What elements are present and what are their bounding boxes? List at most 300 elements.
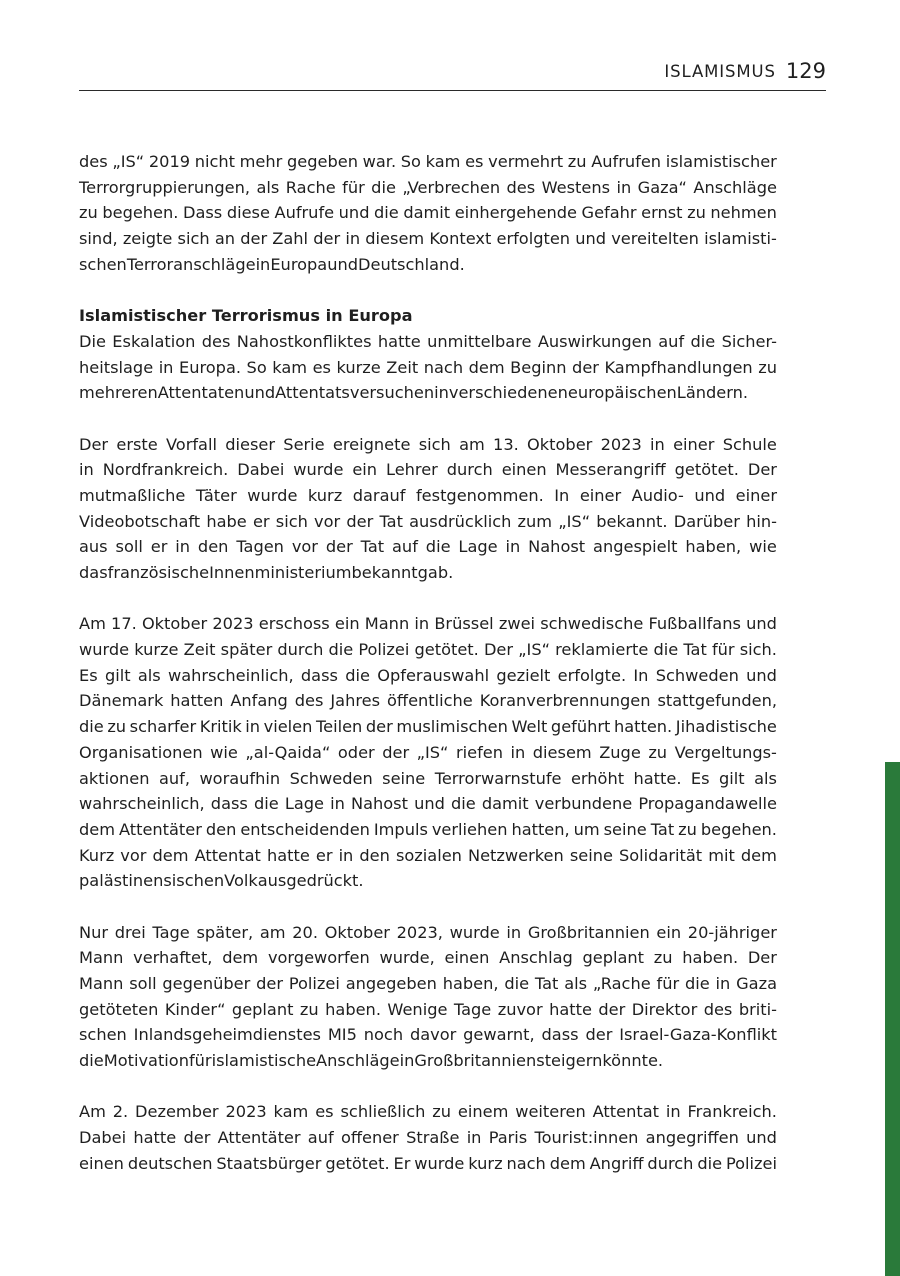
word: es — [312, 357, 331, 377]
text-line — [79, 200, 777, 226]
word: mehr — [239, 152, 283, 171]
word: am — [459, 434, 485, 454]
word: des — [201, 331, 231, 351]
word: Mann — [79, 974, 124, 993]
word: hatte — [266, 845, 310, 865]
word: soll — [129, 974, 157, 993]
word: Dezember — [135, 1102, 219, 1122]
word: könnte. — [602, 1051, 664, 1071]
word: Lage — [284, 794, 324, 814]
word: Schweden — [289, 768, 373, 788]
word: kurze — [336, 357, 381, 377]
word: Europa — [270, 254, 328, 274]
word: Nur — [79, 922, 109, 942]
word: und — [244, 383, 276, 403]
word: Polizei — [725, 1153, 777, 1173]
word: Staatsbürger — [216, 1153, 322, 1173]
word: dass — [300, 665, 338, 685]
word: in — [175, 537, 191, 557]
word: Tage — [152, 922, 190, 942]
word: das — [79, 563, 108, 582]
word: bekannt — [351, 563, 418, 582]
word: er — [252, 511, 270, 531]
word: der — [598, 999, 626, 1019]
word: wurde — [449, 922, 500, 942]
word: Kritik — [199, 717, 242, 737]
word: des — [294, 691, 324, 711]
word: Videobotschaft — [79, 511, 201, 531]
word: „Verbrechen — [402, 177, 501, 197]
word: wurde — [414, 1153, 465, 1173]
word: in — [434, 383, 449, 403]
word: in — [414, 614, 430, 634]
word: für — [656, 974, 680, 993]
section-heading: Islamistischer Terrorismus in Europa — [79, 306, 413, 326]
word: in — [330, 794, 345, 814]
text-line — [79, 226, 777, 252]
word: schen — [79, 254, 127, 274]
word: In — [554, 485, 570, 505]
word: aktionen — [79, 768, 150, 788]
word: dem — [79, 819, 116, 839]
word: Zuge — [599, 742, 641, 762]
word: für — [711, 640, 735, 660]
word: seine — [569, 845, 613, 865]
word: vielen — [263, 717, 313, 737]
word: zu — [687, 203, 706, 223]
word: Er — [393, 1153, 411, 1173]
word: ausdrücklich — [409, 511, 512, 531]
word: schwedische — [540, 614, 644, 634]
word: Paris — [488, 1128, 528, 1148]
word: Koranverbrennungen — [479, 691, 651, 711]
section-title: ISLAMISMUS — [664, 62, 776, 81]
word: Nahost — [350, 794, 408, 814]
word: Schule — [722, 434, 777, 454]
word: vorgeworfen — [267, 948, 370, 968]
word: der — [325, 537, 353, 557]
word: Am — [79, 614, 106, 634]
word: auf — [307, 1128, 334, 1148]
word: reklamierte — [555, 640, 649, 660]
word: Kontext — [429, 229, 492, 249]
word: zu — [653, 948, 673, 968]
word: wie — [749, 537, 777, 557]
word: Täter — [195, 485, 237, 505]
word: vor — [314, 511, 341, 531]
word: getötet. — [414, 640, 479, 660]
word: des — [506, 177, 536, 197]
word: zum — [517, 511, 553, 531]
word: als — [754, 768, 777, 788]
word: heitslage — [79, 357, 154, 377]
word: muslimischen — [396, 717, 508, 737]
word: haben, — [685, 537, 742, 557]
word: Oktober — [527, 434, 593, 454]
word: Nahost — [528, 537, 586, 557]
paragraph-spacing — [79, 277, 777, 303]
word: für — [342, 177, 365, 197]
word: später — [220, 640, 273, 660]
text-line — [79, 252, 777, 278]
word: kam — [273, 1102, 309, 1122]
word: Tagen — [236, 537, 284, 557]
word: Tat — [650, 819, 675, 839]
word: der — [183, 1128, 211, 1148]
word: Nordfrankreich. — [102, 460, 229, 480]
word: verhaftet, — [133, 948, 213, 968]
text-line — [79, 1022, 777, 1048]
word: Tage — [453, 999, 492, 1019]
word: sich — [418, 434, 451, 454]
word: Attentat — [194, 845, 261, 865]
text-line — [79, 1099, 777, 1125]
word: zu — [107, 717, 127, 737]
word: ereignete — [332, 434, 411, 454]
word: dass — [210, 794, 248, 814]
word: Straße — [406, 1128, 460, 1148]
word: die — [345, 665, 370, 685]
word: verschiedenen — [448, 383, 568, 403]
word: Kinder“ — [164, 999, 226, 1019]
word: Der — [483, 640, 514, 660]
word: Der — [747, 460, 777, 480]
word: Zahl — [272, 229, 309, 249]
word: damit — [403, 203, 451, 223]
word: scharfer — [129, 717, 197, 737]
word: kurz — [468, 1153, 503, 1173]
word: Kampfhandlungen — [604, 357, 753, 377]
word: islamistischer — [665, 152, 777, 171]
word: haben. — [325, 999, 381, 1019]
text-line — [79, 714, 777, 740]
word: Teilen — [315, 717, 363, 737]
word: am — [259, 922, 286, 942]
word: deutschen — [127, 1153, 213, 1173]
word: drei — [114, 922, 146, 942]
text-line — [79, 611, 777, 637]
word: zu — [79, 203, 98, 223]
word: Propagandawelle — [638, 794, 777, 814]
text-line — [79, 920, 777, 946]
word: Serie — [283, 434, 325, 454]
word: Tat — [534, 974, 559, 993]
paragraph-spacing — [79, 894, 777, 920]
word: Fußballfans — [648, 614, 741, 634]
word: zu — [648, 742, 668, 762]
word: Polizei — [358, 640, 410, 660]
word: einen — [501, 460, 547, 480]
word: offener — [340, 1128, 399, 1148]
text-line — [79, 1151, 777, 1177]
word: entscheidenden — [240, 819, 370, 839]
word: zuvor — [497, 999, 543, 1019]
word: „IS“ — [416, 742, 449, 762]
word: ein — [656, 922, 682, 942]
word: Attentatsversuchen — [275, 383, 435, 403]
word: Direktor — [631, 999, 698, 1019]
word: nicht — [194, 152, 235, 171]
section — [79, 303, 777, 406]
word: oder — [337, 742, 375, 762]
page-number: 129 — [785, 59, 826, 83]
word: Audio- — [631, 485, 684, 505]
word: Mann — [79, 948, 124, 968]
paragraph-spacing — [79, 586, 777, 612]
word: Rache — [285, 177, 336, 197]
word: weiteren — [515, 1102, 586, 1122]
word: in — [505, 537, 521, 557]
word: islamistische — [211, 1051, 317, 1071]
word: Jahres — [330, 691, 381, 711]
word: den — [205, 819, 237, 839]
word: stattgefunden, — [657, 691, 777, 711]
word: gegeben — [286, 152, 358, 171]
word: zu — [299, 999, 319, 1019]
word: in — [715, 974, 731, 993]
word: sozialen — [395, 845, 462, 865]
word: geplant — [582, 948, 645, 968]
word: briti- — [738, 999, 777, 1019]
word: Großbritannien — [527, 922, 650, 942]
word: in — [616, 177, 632, 197]
text-line — [79, 175, 777, 201]
word: dem — [152, 845, 189, 865]
word: gezielt — [496, 665, 551, 685]
word: einer — [735, 485, 777, 505]
word: auf — [658, 331, 685, 351]
word: Darüber — [673, 511, 740, 531]
text-line — [79, 843, 777, 869]
word: und — [746, 1128, 777, 1148]
word: 13. — [493, 434, 519, 454]
word: Oktober — [141, 614, 208, 634]
paragraph — [79, 920, 777, 1074]
word: in — [466, 1128, 482, 1148]
word: Inlandsgeheimdienstes — [133, 1025, 321, 1045]
word: erfolgte. — [557, 665, 627, 685]
text-line — [79, 637, 777, 663]
word: Attentaten — [157, 383, 245, 403]
word: haben, — [442, 974, 499, 993]
word: in — [650, 434, 665, 454]
word: seine — [382, 768, 426, 788]
word: wurde, — [379, 948, 435, 968]
word: Attentäter — [217, 1128, 301, 1148]
word: und — [327, 254, 359, 274]
word: zu — [432, 1102, 452, 1122]
word: des — [79, 152, 108, 171]
word: Lehrer — [385, 460, 438, 480]
word: Sicher- — [721, 331, 777, 351]
word: 2023, — [396, 922, 443, 942]
word: Solidarität — [619, 845, 703, 865]
paragraph-spacing — [79, 1074, 777, 1100]
word: einem — [457, 1102, 509, 1122]
word: Terroranschläge — [126, 254, 256, 274]
word: ausgedrückt. — [257, 871, 364, 891]
word: die — [328, 640, 354, 660]
word: mutmaßliche — [79, 485, 186, 505]
word: 2023 — [212, 614, 254, 634]
word: Brüssel — [434, 614, 494, 634]
word: gewarnt, — [463, 1025, 535, 1045]
running-head — [79, 58, 826, 91]
word: kam — [272, 357, 308, 377]
text-line — [79, 432, 777, 458]
word: noch — [363, 1025, 404, 1045]
word: den — [359, 845, 390, 865]
word: Großbritannien — [414, 1051, 537, 1071]
word: die — [653, 640, 679, 660]
word: einen — [444, 948, 490, 968]
word: wahrscheinlich, — [79, 794, 205, 814]
word: der — [256, 974, 284, 993]
word: soll — [115, 537, 143, 557]
word: hatte — [133, 1128, 177, 1148]
text-line — [79, 560, 777, 586]
word: „al-Qaida“ — [245, 742, 331, 762]
word: einhergehende — [454, 203, 577, 223]
word: hatte — [549, 999, 592, 1019]
word: in — [345, 229, 361, 249]
word: zu — [678, 819, 697, 839]
word: Zeit — [386, 357, 419, 377]
paragraph-spacing — [79, 406, 777, 432]
word: hatte. — [633, 768, 682, 788]
word: MI5 — [327, 1025, 357, 1045]
word: der — [240, 229, 268, 249]
word: Messerangriff — [555, 460, 666, 480]
word: Attentat — [592, 1102, 659, 1122]
word: wie — [210, 742, 238, 762]
word: 2023 — [225, 1102, 267, 1122]
word: bekannt. — [596, 511, 668, 531]
word: Wenige — [387, 999, 448, 1019]
word: Lage — [458, 537, 498, 557]
word: Motivation — [103, 1051, 189, 1071]
word: Auswirkungen — [537, 331, 652, 351]
word: als — [564, 974, 588, 993]
word: durch — [277, 640, 324, 660]
text-line — [79, 534, 777, 560]
word: schen — [79, 1025, 127, 1045]
word: Nahostkonfliktes — [236, 331, 372, 351]
word: Attentäter — [118, 819, 202, 839]
word: kurze — [134, 640, 179, 660]
word: die — [253, 794, 279, 814]
word: getötet. — [325, 1153, 390, 1173]
word: palästinensischen — [79, 871, 225, 891]
word: als — [137, 665, 161, 685]
word: 20-jähriger — [687, 922, 777, 942]
word: die — [374, 203, 399, 223]
text-line — [79, 740, 777, 766]
word: der — [365, 717, 393, 737]
word: 2. — [112, 1102, 129, 1122]
word: zu — [758, 357, 777, 377]
word: Westens — [541, 177, 611, 197]
word: mit — [708, 845, 735, 865]
word: wurde — [293, 460, 344, 480]
word: als — [256, 177, 280, 197]
chapter-marker-bar — [885, 762, 900, 1276]
text-line — [79, 817, 777, 843]
word: die — [684, 974, 710, 993]
word: festgenommen. — [415, 485, 544, 505]
word: Europa. — [178, 357, 242, 377]
word: Terrorgruppierungen, — [79, 177, 251, 197]
word: ein — [352, 460, 378, 480]
word: der — [572, 357, 599, 377]
word: diese — [226, 203, 270, 223]
word: geplant — [231, 999, 294, 1019]
word: diesem — [532, 742, 592, 762]
text-line — [79, 997, 777, 1023]
word: dass — [541, 1025, 579, 1045]
word: und — [746, 614, 777, 634]
word: einer — [673, 434, 715, 454]
text-line — [79, 663, 777, 689]
word: habe — [206, 511, 247, 531]
word: des — [703, 999, 733, 1019]
word: wurde — [247, 485, 298, 505]
word: Ländern. — [676, 383, 749, 403]
word: öffentliche — [387, 691, 473, 711]
word: 2019 — [148, 152, 191, 171]
word: unmittelbare — [427, 331, 532, 351]
word: in — [255, 254, 271, 274]
word: gilt — [719, 768, 745, 788]
text-line — [79, 971, 777, 997]
word: Dänemark — [79, 691, 164, 711]
word: 20. — [292, 922, 318, 942]
text-line — [79, 483, 777, 509]
word: wahrscheinlich, — [167, 665, 294, 685]
word: Tourist:innen — [534, 1128, 639, 1148]
word: und — [575, 229, 607, 249]
word: Anfang — [230, 691, 288, 711]
word: Aufrufe — [274, 203, 335, 223]
word: zu — [567, 152, 587, 171]
word: Deutschland. — [358, 254, 465, 274]
word: begehen. — [700, 819, 777, 839]
word: Zeit — [183, 640, 216, 660]
word: Beginn — [510, 357, 567, 377]
word: Tat — [379, 511, 403, 531]
word: ein — [334, 614, 360, 634]
word: riefen — [455, 742, 503, 762]
word: aus — [79, 537, 108, 557]
word: dem — [468, 357, 505, 377]
word: der — [382, 742, 410, 762]
word: hatten. — [613, 717, 673, 737]
word: Der — [747, 948, 777, 968]
word: erschoss — [258, 614, 330, 634]
word: an — [214, 229, 236, 249]
word: es — [465, 152, 484, 171]
word: Der — [79, 434, 109, 454]
word: Gefahr — [581, 203, 637, 223]
word: islamisti- — [704, 229, 777, 249]
word: der — [346, 511, 374, 531]
word: in — [79, 460, 94, 480]
word: haben. — [682, 948, 739, 968]
word: Impuls — [373, 819, 428, 839]
word: und — [694, 485, 726, 505]
word: für — [188, 1051, 212, 1071]
paragraph — [79, 611, 777, 894]
